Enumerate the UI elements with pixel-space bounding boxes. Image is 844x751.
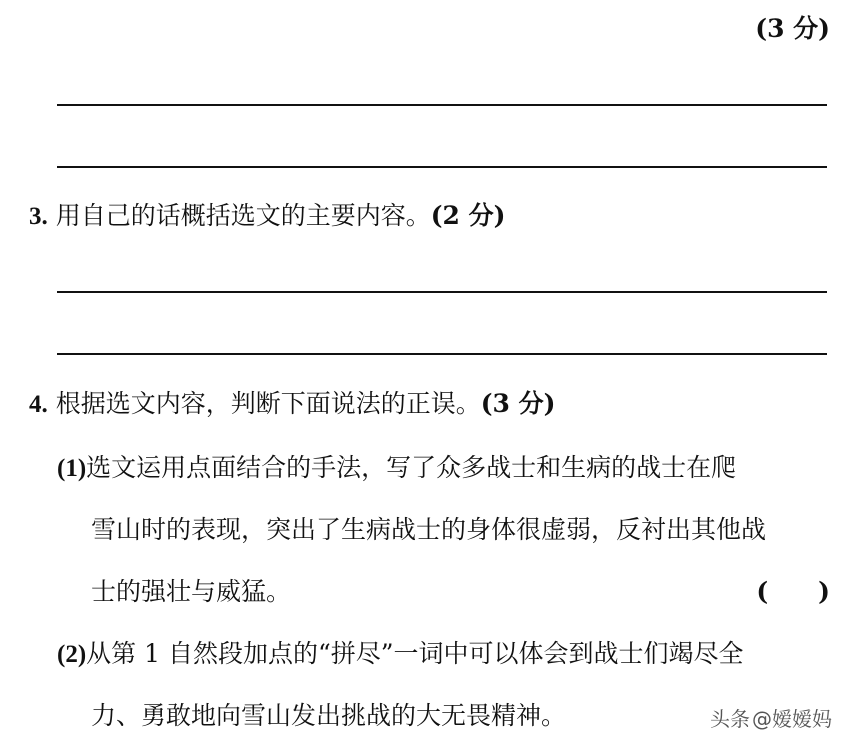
question-3-score: (2 分)	[430, 201, 506, 230]
answer-line	[57, 166, 827, 168]
watermark-brand: 头条	[710, 707, 750, 731]
top-question-score: (3 分)	[755, 14, 830, 43]
q4-item-1-line-3: 士的强壮与威猛。	[91, 577, 292, 606]
answer-line	[57, 291, 827, 293]
answer-line	[57, 353, 827, 355]
question-3	[29, 201, 505, 232]
watermark	[710, 703, 832, 732]
question-4	[29, 389, 555, 420]
answer-bracket[interactable]: ( )	[756, 577, 830, 606]
question-3-text: 用自己的话概括选文的主要内容。	[55, 201, 431, 230]
question-4-text: 根据选文内容，判断下面说法的正误。	[55, 389, 481, 418]
q4-item-2-line-1	[57, 639, 744, 670]
q4-item-2-line-2: 力、勇敢地向雪山发出挑战的大无畏精神。	[91, 701, 567, 730]
q4-item-2-label: (2)	[57, 641, 87, 668]
q4-item-1-line-2: 雪山时的表现，突出了生病战士的身体很虚弱，反衬出其他战	[91, 515, 767, 544]
question-4-number: 4.	[29, 391, 48, 418]
question-3-number: 3.	[29, 203, 48, 230]
q4-item-1-text: 选文运用点面结合的手法，写了众多战士和生病的战士在爬	[86, 453, 737, 482]
answer-line	[57, 104, 827, 106]
q4-item-2-text: 从第 1 自然段加点的“拼尽”一词中可以体会到战士们竭尽全	[86, 639, 744, 668]
q4-item-1-line-1	[57, 453, 736, 484]
watermark-handle: @嫒嫒妈	[752, 707, 832, 731]
question-4-score: (3 分)	[480, 389, 556, 418]
q4-item-1-label: (1)	[57, 455, 87, 482]
